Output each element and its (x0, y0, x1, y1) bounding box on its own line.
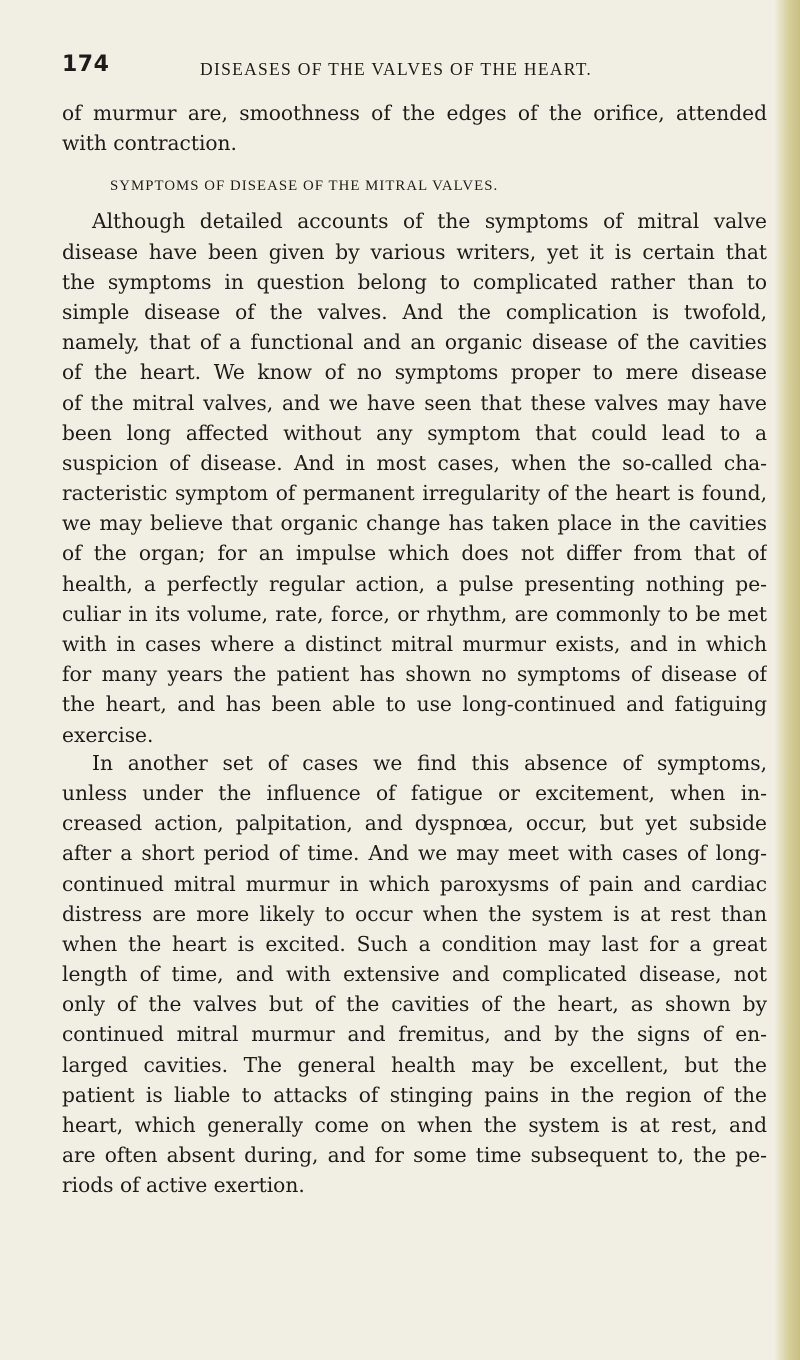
running-title: DISEASES OF THE VALVES OF THE HEART. (200, 59, 593, 79)
text-line: are often absent during, and for some time subsequent to, the pe- (62, 1143, 767, 1168)
text-line: Although detailed accounts of the symptoms of mitral valve (92, 209, 767, 234)
section-heading: SYMPTOMS OF DISEASE OF THE MITRAL VALVES. (110, 178, 499, 195)
text-line: continued mitral murmur in which paroxysms of pain and cardiac (62, 871, 767, 896)
text-line: racteristic symptom of permanent irregularity of the heart is found, (62, 481, 767, 506)
text-line: the symptoms in question belong to complicated rather than to (62, 269, 767, 294)
intro-paragraph (62, 98, 767, 158)
text-line: length of time, and with extensive and complicated disease, not (62, 962, 767, 987)
text-line: namely, that of a functional and an organic disease of the cavities (62, 330, 767, 355)
text-line: continued mitral murmur and fremitus, and by the signs of en- (62, 1022, 767, 1047)
text-line: of the organ; for an impulse which does not differ from that of (62, 541, 767, 566)
text-line: culiar in its volume, rate, force, or rhythm, are commonly to be met (62, 601, 767, 626)
paragraph-1 (62, 206, 767, 749)
text-line: after a short period of time. And we may meet with cases of long- (62, 841, 767, 866)
text-line: distress are more likely to occur when the system is at rest than (62, 901, 767, 926)
text-line: creased action, palpitation, and dyspnœa, occur, but yet subside (62, 811, 767, 836)
text-line: with contraction. (62, 131, 237, 156)
text-line: patient is liable to attacks of stinging pains in the region of the (62, 1082, 767, 1107)
text-line: exercise. (62, 722, 154, 747)
text-line: unless under the influence of fatigue or excitement, when in- (62, 780, 767, 805)
paragraph-2 (62, 748, 767, 1201)
text-line: heart, which generally come on when the system is at rest, and (62, 1113, 767, 1137)
text-line: of the heart. We know of no symptoms proper to mere disease (62, 360, 767, 385)
page-number: 174 (62, 52, 110, 77)
text-line: In another set of cases we find this absence of symptoms, (92, 750, 767, 775)
text-line: simple disease of the valves. And the complication is twofold, (62, 299, 767, 324)
text-line: health, a perfectly regular action, a pulse presenting nothing pe- (62, 571, 767, 596)
text-line: of the mitral valves, and we have seen that these valves may have (62, 390, 767, 415)
text-line: we may believe that organic change has taken place in the cavities (62, 511, 767, 536)
body-text (62, 98, 767, 1201)
text-line: only of the valves but of the cavities of the heart, as shown by (62, 992, 767, 1017)
text-line: with in cases where a distinct mitral murmur exists, and in which (62, 632, 767, 656)
text-line: disease have been given by various writers, yet it is certain that (62, 239, 767, 264)
running-head (62, 52, 767, 82)
text-line: larged cavities. The general health may be excellent, but the (62, 1052, 767, 1077)
text-line: of murmur are, smoothness of the edges of the orifice, attended (62, 101, 767, 125)
text-line: riods of active exertion. (62, 1173, 305, 1198)
text-line: suspicion of disease. And in most cases, when the so-called cha- (62, 450, 767, 475)
text-line: the heart, and has been able to use long-continued and fatiguing (62, 692, 767, 717)
text-line: for many years the patient has shown no symptoms of disease of (62, 662, 767, 687)
text-line: when the heart is excited. Such a condition may last for a great (62, 931, 767, 956)
text-line: been long affected without any symptom that could lead to a (62, 420, 767, 445)
page-edge-shadow (774, 0, 800, 1360)
